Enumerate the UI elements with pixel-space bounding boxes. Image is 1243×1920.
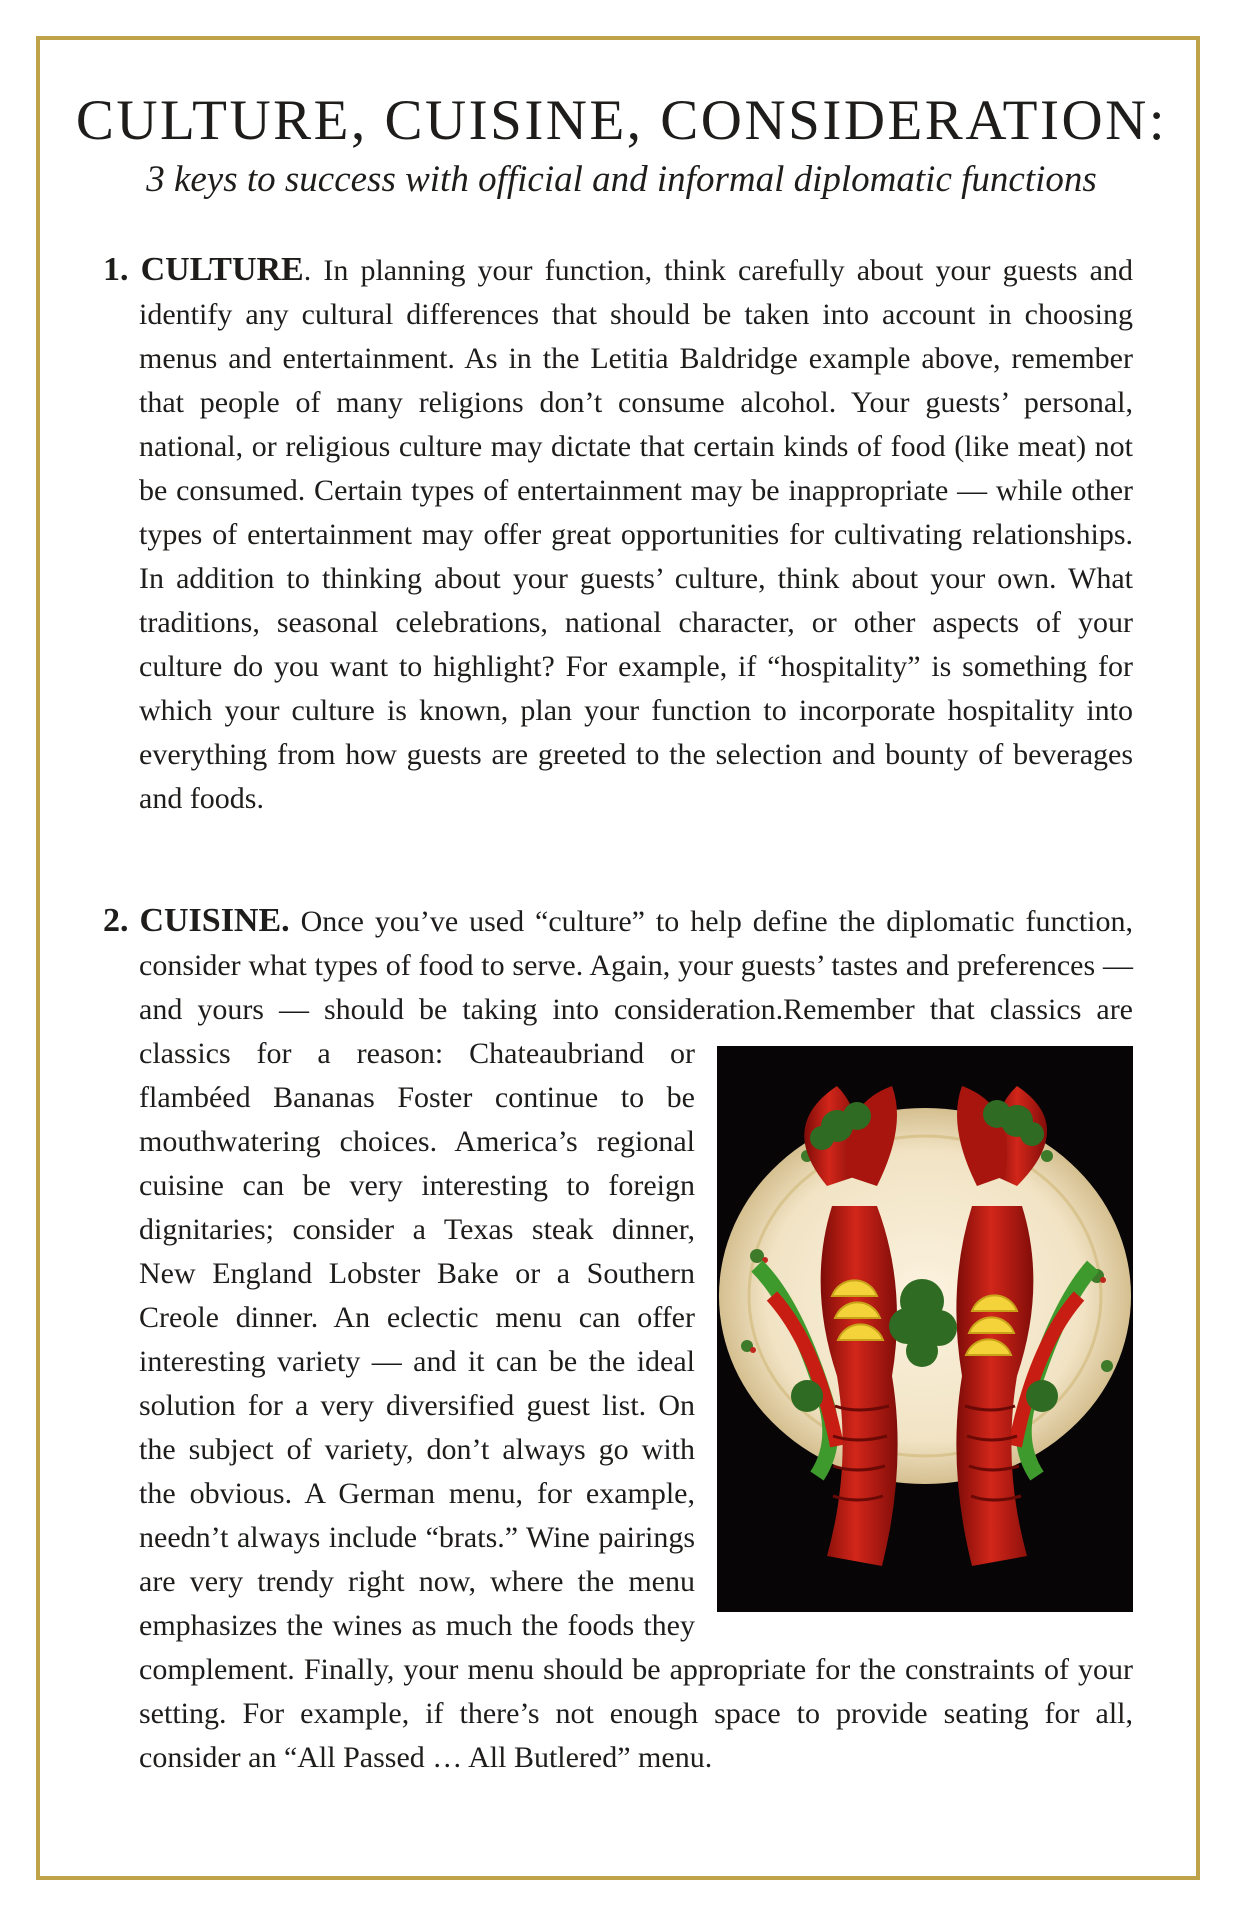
section-body: In planning your function, think carefully about your guests and identify any cultural differences that should be taken into account in choosing menus and entertainment. As in the Letitia Baldridge example above, remember that people of many religions don’t consume alcohol. Your guests’ personal, national, or religious culture may dictate that certain kinds of food (like meat) not be consumed. Certain types of entertainment may be inappropriate — while other types of entertainment may offer great opportunities for cultivating relationships. In addition to thinking about your guests’ culture, think about your own. What traditions, seasonal celebrations, national character, or other aspects of your culture do you want to highlight? For example, if “hospitality” is something for which your culture is known, plan your function to incorporate hospitality into everything from how guests are greeted to the selection and bounty of beverages and foods.	[139, 254, 1133, 815]
section-body-continued: Remember that classics are classics for a reason: Chateaubriand or flambéed Bananas Foster continue to be mouthwatering choices. America’s regional cuisine can be very interesting to foreign dignitaries; consider a Texas steak dinner, New England Lobster Bake or a Southern Creole dinner. An eclectic menu can offer interesting variety — and it can be the ideal solution for a very diversified guest list. On the subject of variety, don’t always go with the obvious. A German menu, for example, needn’t always include “brats.” Wine pairings are very trendy right now, where the menu emphasizes the wines as much the foods they complement. Finally, your menu should be appropriate for the constraints of your setting. For example, if there’s not enough space to provide seating for all, consider an “All Passed … All Butlered” menu.	[139, 993, 1134, 1774]
page-subtitle: 3 keys to success with official and informal diplomatic functions	[146, 159, 1097, 200]
section-body-intro: Once you’ve used “culture” to help define the diplomatic function, consider what types of food to serve. Again, your guests’ tastes and preferences — and yours — should be taking into consideration.	[139, 905, 1134, 1026]
section-keyword: CULTURE	[140, 251, 304, 288]
section-cuisine	[103, 899, 1133, 1780]
section-number: 1.	[103, 251, 129, 288]
page-title: CULTURE, CUISINE, CONSIDERATION:	[75, 89, 1168, 152]
section-number: 2.	[103, 902, 129, 939]
section-keyword-punct: .	[303, 254, 312, 287]
lobster-photo	[717, 1046, 1133, 1612]
section-culture	[103, 248, 1133, 821]
section-keyword: CUISINE.	[139, 902, 290, 939]
